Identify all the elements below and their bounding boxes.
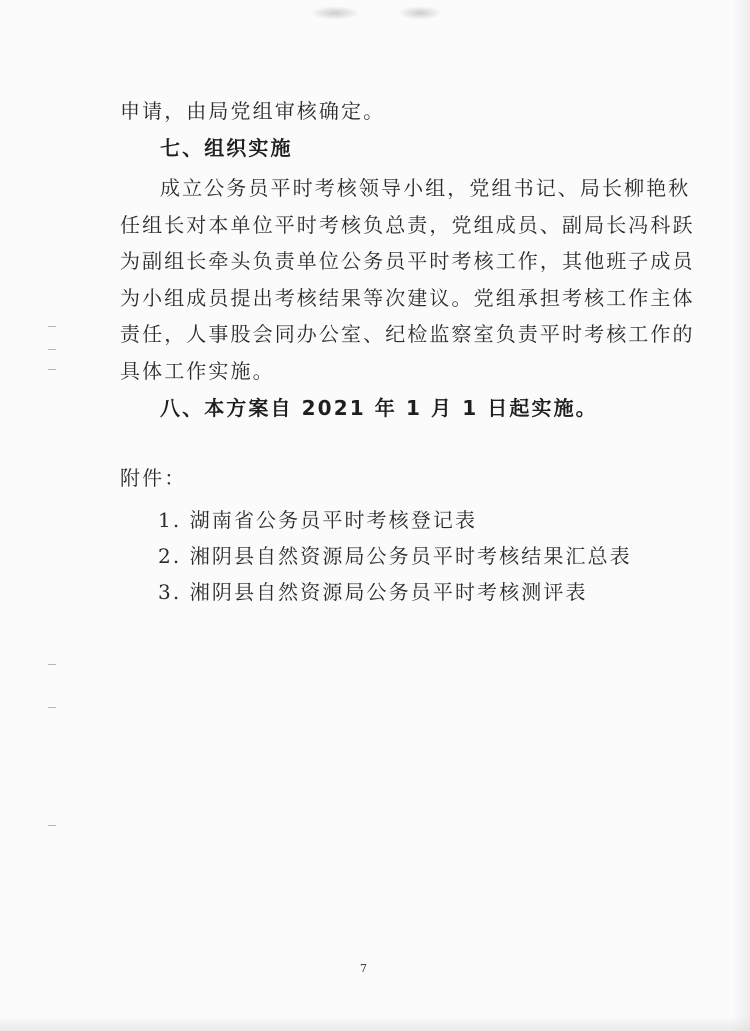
text-line: 成立公务员平时考核领导小组，党组书记、局长柳艳秋	[160, 176, 691, 200]
text-line: 责任，人事股会同办公室、纪检监察室负责平时考核工作的	[120, 322, 695, 346]
text-line: 申请，由局党组审核确定。	[120, 99, 386, 123]
text-line: 为副组长牵头负责单位公务员平时考核工作，其他班子成员	[120, 249, 695, 273]
scan-edge-shadow	[0, 1017, 750, 1031]
attachment-item: 1. 湖南省公务员平时考核登记表	[158, 508, 478, 532]
section-heading: 七、组织实施	[160, 136, 293, 160]
margin-mark	[48, 349, 56, 350]
scan-smudge	[310, 6, 360, 20]
margin-mark	[48, 664, 56, 665]
text-line: 具体工作实施。	[120, 359, 275, 383]
scan-smudge	[398, 6, 442, 20]
attachments-label: 附件：	[120, 466, 187, 490]
margin-mark	[48, 369, 56, 370]
text-line: 为小组成员提出考核结果等次建议。党组承担考核工作主体	[120, 286, 695, 310]
scan-edge-shadow	[732, 0, 750, 1031]
attachment-item: 3. 湘阴县自然资源局公务员平时考核测评表	[158, 580, 588, 604]
margin-mark	[48, 326, 56, 327]
margin-mark	[48, 825, 56, 826]
text-line: 任组长对本单位平时考核负总责，党组成员、副局长冯科跃	[120, 213, 695, 237]
page-number: 7	[360, 962, 367, 975]
attachment-item: 2. 湘阴县自然资源局公务员平时考核结果汇总表	[158, 544, 632, 568]
section-heading: 八、本方案自 2021 年 1 月 1 日起实施。	[160, 396, 598, 420]
margin-mark	[48, 707, 56, 708]
